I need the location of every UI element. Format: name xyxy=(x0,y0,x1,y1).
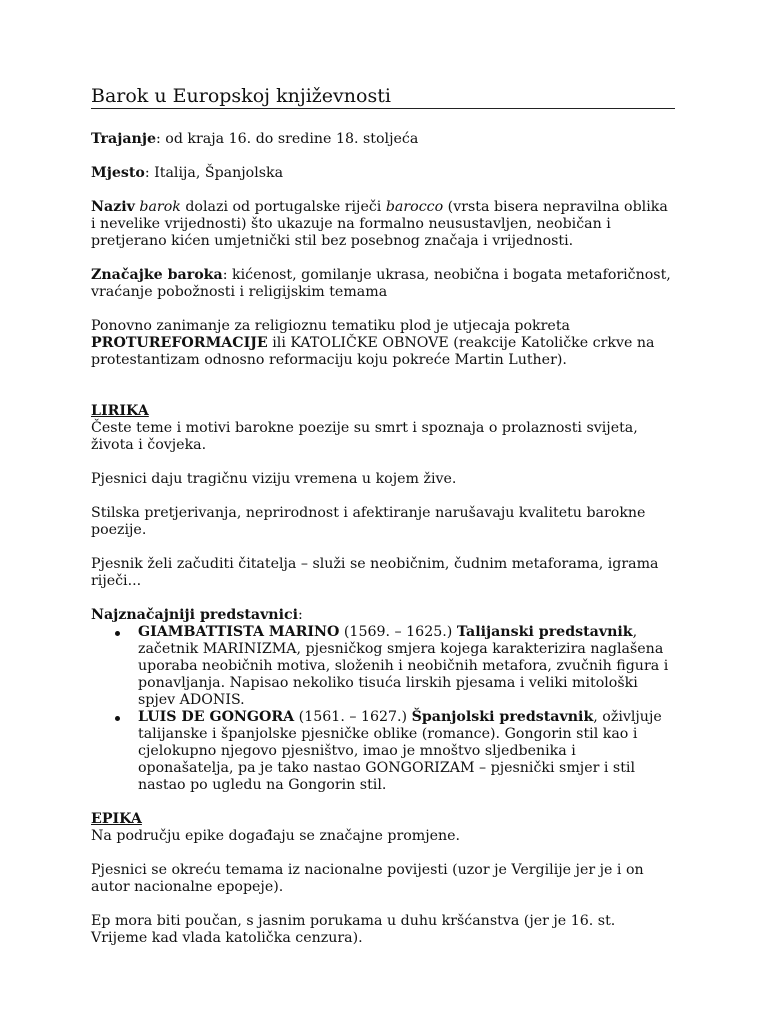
znacajke-text: : kićenost, gomilanje ukrasa, neobična i bogata metaforičnost, vraćanje pobožnosti i religijskim temama xyxy=(91,267,671,300)
naziv-paragraph xyxy=(91,199,675,250)
lirika-paragraph-1: Česte teme i motivi barokne poezije su smrt i spoznaja o prolaznosti svijeta, života i čovjeka. xyxy=(91,420,638,453)
lirika-paragraph-4: Pjesnik želi začuditi čitatelja – služi se neobičnim, čudnim metaforama, igrama riječi... xyxy=(91,556,659,589)
representative-name: LUIS DE GONGORA xyxy=(138,709,295,725)
lirika-paragraph-2: Pjesnici daju tragičnu viziju vremena u kojem žive. xyxy=(91,471,457,487)
trajanje-paragraph xyxy=(91,131,675,148)
epika-paragraph-3: Ep mora biti poučan, s jasnim porukama u duhu kršćanstva (jer je 16. st. Vrijeme kad vlada katolička cenzura). xyxy=(91,913,616,946)
bullet-icon xyxy=(115,716,120,721)
epika-heading: EPIKA xyxy=(91,811,142,827)
protu-text-1: Ponovno zanimanje za religioznu tematiku plod je utjecaja pokreta xyxy=(91,318,570,334)
protu-text-2: ili KATOLIČKE OBNOVE (reakcije Katoličke crkve na protestantizam odnosno reformaciju koju pokreće Martin Luther). xyxy=(91,335,655,368)
representative-text: , oživljuje talijanske i španjolske pjesničke oblike (romance). Gongorin stil kao i cjelokupno njegovo pjesništvo, imao je mnoštvo sljedbenika i oponašatelja, pa je tako nastao GONGORIZAM – pjesnički smjer i stil nastao po ugledu na Gongorin stil. xyxy=(138,709,662,793)
epika-paragraph-1: Na području epike događaju se značajne promjene. xyxy=(91,828,461,844)
naziv-label: Naziv xyxy=(91,199,135,215)
representatives-heading xyxy=(91,607,675,624)
document-body xyxy=(91,84,675,947)
mjesto-text: : Italija, Španjolska xyxy=(144,165,284,181)
mjesto-paragraph xyxy=(91,165,675,182)
representatives-label: Najznačajniji predstavnici xyxy=(91,607,299,623)
mjesto-label: Mjesto xyxy=(91,165,145,181)
lirika-paragraph-3: Stilska pretjerivanja, neprirodnost i afektiranje narušavaju kvalitetu barokne poezije. xyxy=(91,505,646,538)
representative-name: GIAMBATTISTA MARINO xyxy=(138,624,340,640)
representatives-colon: : xyxy=(298,607,303,623)
naziv-text-2: (vrsta bisera nepravilna oblika i nevelike vrijednosti) što ukazuje na formalno neusustavljen, neobičan i pretjerano kićen umjetnički stil bez posebnog značaja i vrijednosti. xyxy=(91,199,668,249)
representative-years: (1561. – 1627.) xyxy=(294,709,412,725)
znacajke-label: Značajke baroka xyxy=(91,267,223,283)
lirika-heading: LIRIKA xyxy=(91,403,149,419)
naziv-text-1: dolazi od portugalske riječi xyxy=(180,199,386,215)
trajanje-label: Trajanje xyxy=(91,131,156,147)
page-title: Barok u Europskoj književnosti xyxy=(91,84,675,109)
naziv-word2: barocco xyxy=(385,199,444,215)
naziv-word: barok xyxy=(139,199,181,215)
representatives-list xyxy=(91,624,675,794)
bullet-icon xyxy=(115,631,120,636)
list-item xyxy=(91,709,675,794)
representative-role: Talijanski predstavnik xyxy=(456,624,633,640)
representative-text: , začetnik MARINIZMA, pjesničkog smjera kojega karakterizira naglašena uporaba neobičnih motiva, složenih i neobičnih metafora, zvučnih figura i ponavljanja. Napisao nekoliko tisuća lirskih pjesama i veliki mitološki spjev ADONIS. xyxy=(138,624,669,708)
protureformacija-paragraph xyxy=(91,318,675,369)
list-item xyxy=(91,624,675,709)
representative-role: Španjolski predstavnik xyxy=(411,709,594,725)
trajanje-text: : od kraja 16. do sredine 18. stoljeća xyxy=(156,131,419,147)
znacajke-paragraph xyxy=(91,267,675,301)
protu-bold: PROTUREFORMACIJE xyxy=(91,335,268,351)
representative-years: (1569. – 1625.) xyxy=(339,624,457,640)
epika-paragraph-2: Pjesnici se okreću temama iz nacionalne povijesti (uzor je Vergilije jer je i on autor nacionalne epopeje). xyxy=(91,862,644,895)
